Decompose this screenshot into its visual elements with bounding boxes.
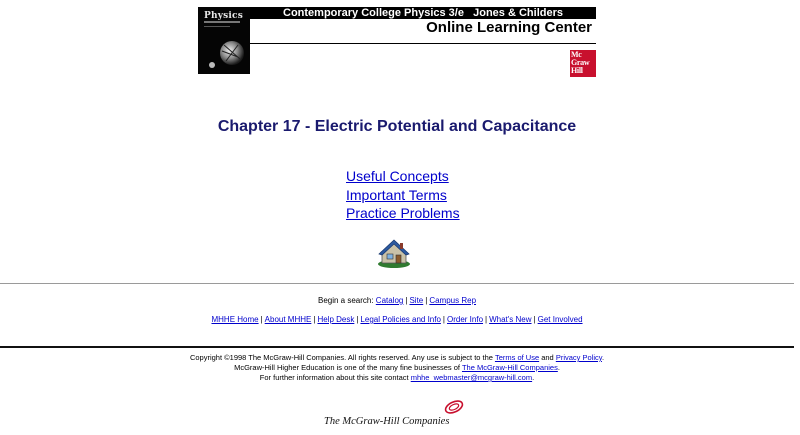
link-help-desk[interactable]: Help Desk [317,315,355,324]
footer-thick-divider [0,346,794,348]
mcgraw-hill-logo[interactable] [570,50,596,77]
link-get-involved[interactable]: Get Involved [537,315,583,324]
business-line: McGraw-Hill Higher Education is one of the many fine businesses of The McGraw-Hill Companies. [234,363,560,372]
book-cover-image [198,7,250,74]
cover-title: Physics [204,11,243,21]
company-logo-text: The McGraw-Hill Companies [324,416,450,427]
copyright-block [0,353,794,383]
copyright-line: Copyright ©1998 The McGraw-Hill Companies. All rights reserved. Any use is subject to the Terms of Use and Privacy Policy. [189,353,605,362]
home-icon[interactable] [376,237,412,269]
link-webmaster-email[interactable]: mhhe_webmaster@mcgraw-hill.com [410,373,533,382]
link-privacy-policy[interactable]: Privacy Policy [555,353,602,362]
link-site[interactable]: Site [409,296,424,305]
chapter-links [346,167,460,223]
logo-text-line: Hill [571,66,583,75]
cover-subtitle-bar [204,21,240,23]
cover-sphere-icon [202,31,246,71]
link-catalog[interactable]: Catalog [375,296,404,305]
chapter-title: Chapter 17 - Electric Potential and Capacitance [217,118,577,135]
site-name: Online Learning Center [426,19,592,36]
link-mhhe-home[interactable]: MHHE Home [211,315,259,324]
search-links: Begin a search: Catalog | Site | Campus Rep [317,296,477,305]
mhhe-nav-links: MHHE Home | About MHHE | Help Desk | Legal Policies and Info | Order Info | What's New | Get Involved [211,315,583,324]
logo-text-line: Mc [571,50,582,59]
link-useful-concepts[interactable]: Useful Concepts [346,168,449,184]
link-order-info[interactable]: Order Info [447,315,484,324]
link-terms-of-use[interactable]: Terms of Use [494,353,540,362]
mcgraw-hill-companies-logo[interactable] [322,398,472,430]
link-whats-new[interactable]: What's New [489,315,532,324]
footer-divider [0,283,794,284]
link-mcgraw-hill-companies[interactable]: The McGraw-Hill Companies [461,363,558,372]
link-campus-rep[interactable]: Campus Rep [429,296,477,305]
cover-subtitle-bar [204,26,230,27]
swirl-logo-icon [443,398,465,416]
logo-text-line: Graw [571,58,590,67]
link-practice-problems[interactable]: Practice Problems [346,205,460,221]
link-important-terms[interactable]: Important Terms [346,186,447,203]
search-prefix: Begin a search: [317,296,376,305]
header-divider [250,43,596,44]
contact-line: For further information about this site contact mhhe_webmaster@mcgraw-hill.com. [259,373,535,382]
link-about-mhhe[interactable]: About MHHE [264,315,312,324]
link-legal-policies[interactable]: Legal Policies and Info [360,315,441,324]
site-banner [198,7,596,74]
course-title-bar: Contemporary College Physics 3/e Jones & Childers [250,7,596,19]
